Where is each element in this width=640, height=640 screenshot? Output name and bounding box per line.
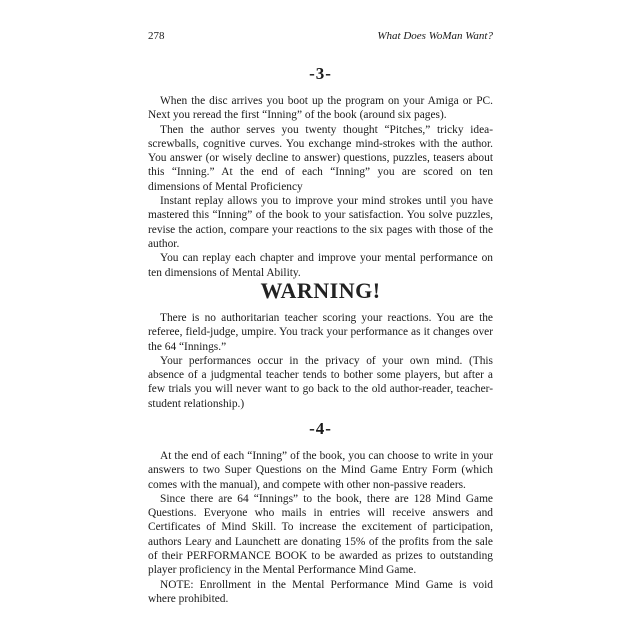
section-heading-3: -3-	[309, 64, 332, 83]
paragraph: You can replay each chapter and improve your mental performance on ten dimensions of Mental Ability.	[148, 252, 493, 279]
paragraph: NOTE: Enrollment in the Mental Performance Mind Game is void where prohibited.	[148, 578, 493, 605]
running-title: What Does WoMan Want?	[377, 30, 493, 42]
paragraph: Your performances occur in the privacy of your own mind. (This absence of a judgmental teacher tends to bother some players, but after a few trials you will never want to go back to the old author-reader, teacher-student relationship.)	[148, 354, 493, 410]
section-3-body	[148, 94, 493, 280]
paragraph: At the end of each “Inning” of the book, you can choose to write in your answers to two Super Questions on the Mind Game Entry Form (which comes with the manual), and compete with other non-passive readers.	[148, 450, 493, 491]
paragraph: Instant replay allows you to improve your mind strokes until you have mastered this “Inning” of the book to your satisfaction. You solve puzzles, revise the action, compare your reactions to the six pages with those of the author.	[148, 195, 493, 250]
paragraph: Since there are 64 “Innings” to the book, there are 128 Mind Game Questions. Everyone who mails in entries will receive answers and Certificates of Mind Skill. To increase the excitement of participation, authors Leary and Launchett are donating 15% of the profits from the sale of their PERFORMANCE BOOK to be awarded as prizes to outstanding player proficiency in the Mental Performance Mind Game.	[148, 492, 493, 577]
page-number: 278	[148, 30, 165, 42]
paragraph: Then the author serves you twenty thought “Pitches,” tricky idea-screwballs, cognitive curves. You exchange mind-strokes with the author. You answer (or wisely decline to answer) questions, puzzles, teasers about this “Inning.” At the end of each “Inning” you are scored on ten dimensions of Mental Proficiency	[148, 123, 493, 193]
page-header	[148, 30, 493, 46]
paragraph: There is no authoritarian teacher scoring your reactions. You are the referee, field-judge, umpire. You track your performance as it changes over the 64 “Innings.”	[148, 312, 493, 353]
paragraph: When the disc arrives you boot up the program on your Amiga or PC. Next you reread the first “Inning” of the book (around six pages).	[148, 95, 493, 122]
section-4-body	[148, 449, 493, 606]
warning-body	[148, 311, 493, 411]
section-heading-4: -4-	[309, 419, 332, 438]
warning-heading: WARNING!	[260, 278, 381, 303]
